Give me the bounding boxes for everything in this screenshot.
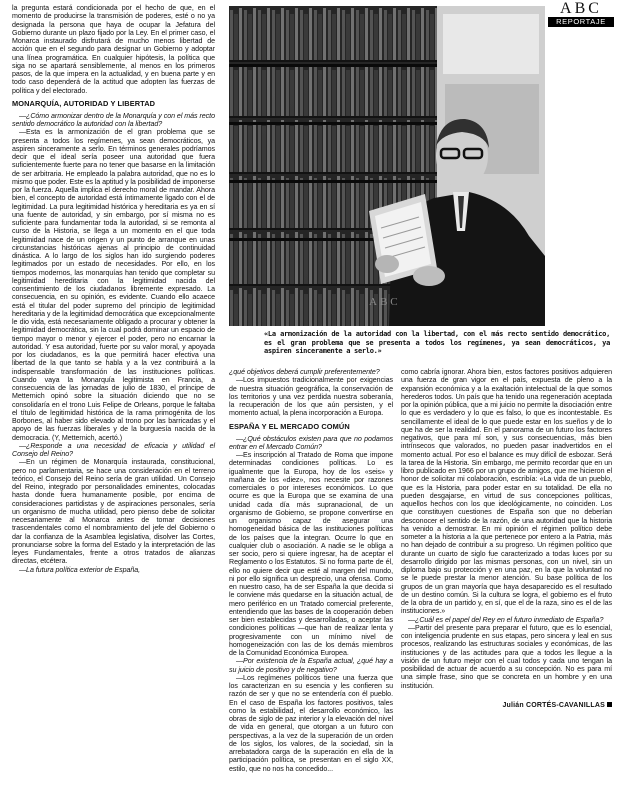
interview-question: —¿Cuál es el papel del Rey en el futuro inmediato de España?	[408, 615, 604, 624]
paragraph: —Los impuestos tradicionalmente por exigencias de nuestra situación geográfica, la conservación de los territorios y una vez perdida nuestra soberanía, la recuperación de los que aún persisten, y el momento actual, la plena incorporación a Europa.	[229, 376, 393, 418]
section-heading: MONARQUÍA, AUTORIDAD Y LIBERTAD	[12, 98, 156, 108]
interview-question: —¿Qué obstáculos existen para que no podamos entrar en el Mercado Común?	[229, 434, 393, 451]
section-heading: ESPAÑA Y EL MERCADO COMÚN	[229, 421, 350, 431]
paragraph: —Los regímenes políticos tiene una fuerza que los caracterizan en su esencia y les confieren su razón de ser y que no se entendería con él pueblo. En el caso de España los factores positivos, tales como la estabilidad, el desarrollo económico, las obras de siglo de paz interior y la elevación del nivel de vida en general, que otorgan a un futuro con perspectivas, a la vez de la superación de un orden de los siglos, los valores, de la sociedad, sin la arrebatadora carga de la superación en ella de la participación política, se presentan en el siglo XX, estilo, que no nos ha concedido...	[229, 673, 393, 773]
column-2	[229, 368, 393, 773]
photo-caption: «La armonización de la autoridad con la libertad, con el más recto sentido democrático, es el gran problema que se presenta a todos los regímenes, ya sean democráticos, ya aspiren sinceramente a serlo.»	[264, 330, 610, 355]
photo-illustration	[229, 6, 545, 326]
interview-photo	[229, 6, 545, 326]
author-signature	[401, 702, 612, 710]
end-mark	[607, 702, 612, 707]
paragraph: —En un régimen de Monarquía instaurada, constitucional, pero no parlamentaria, se hace una consideración en el terreno teórico, el Consejo del Reino sería de gran utilidad. Un Consejo del Reino, integrado por personalidades eminentes, colocadas hasta donde fuera humanamente posible, por encima de consideraciones partidistas y de aspiraciones personales, sería un organismo de mucha utilidad, pero pienso debe de solicitar necesariamente al Monarca antes de tomar decisiones trascendentales como el nombramiento del jefe del Gobierno o dar la confianza de la Asamblea legislativa, disolver las Cortes, pronunciarse sobre la forma del Estado y la interpretación de las leyes Fundamentales, frente a otros tratados de alianzas directas, etcétera.	[12, 458, 215, 566]
author-name: Julián CORTÉS-CAVANILLAS	[502, 701, 605, 709]
section-label: REPORTAJE	[548, 17, 614, 27]
interview-question: —Por existencia de la España actual, ¿qué hay a su juicio de positivo y de negativo?	[229, 657, 393, 674]
paragraph: —Partir del presente para preparar el futuro, que es lo esencial, con inteligencia prudente en sus etapas, pero sincera y leal en sus procesos, realizando las estructuras sociales y económicas, de las instituciones y de las actitudes para que a todos les llegue a la visión de un futuro mejor con el cual todos y cada uno tengan la posibilidad de actuar de acuerdo a su concepción. No es para mí una simple frase, sino que se concreta en un hombre y en una institución.	[401, 623, 612, 690]
paragraph: —Es inscripción al Tratado de Roma que impone determinadas condiciones políticas. Lo es igualmente que la Europa, hoy de los «seis» y mañana de los «diez», nos necesite por razones comerciales o por intereses económicos. Lo que ocurre es que la Europa que se examina de una unidad cada día más supranacional, de un organismo de Gobierno, se propone convertirse en un organismo capaz de asegurar una homogeneidad básica de las instituciones políticas de los países que la integran. Ocurre lo que en cualquier club o asociación. A nadie se le obliga a ser socio, pero si quiere ingresar, ha de aceptar el Reglamento o los Estatutos. Si no forma parte de él, ello no quiere decir que esté al margen del mundo, ni por ello significa un desprecio, una ofensa. Como en nuestro caso, ha de ser España la que decida si le conviene más quedarse en la situación actual, de mero periférico en un Tratado comercial preferente, entendiendo que las bases de la cooperación deben ser bien establecidas y desarrolladas, o aceptar las condiciones políticas —que han de realizar lenta y progresivamente con un mínimo nivel de homogeneización con las de los demás miembros de la Comunidad Económica Europea.	[229, 451, 393, 657]
paragraph: la pregunta estará condicionada por el hecho de que, en el momento de producirse la transmisión de poderes, esté o no ya designada la persona que haya de ocupar la Jefatura del Gobierno durante un plazo fijado por la Ley. En el primer caso, el Monarca instaurado disfrutará de mucho menos libertad de acción que en el segundo para designar un Gobierno y adoptar una línea programática. En cualquier hipótesis, la política que siga no se apartará sensiblemente, al menos en los primeros pasos, de la que impera en la actualidad, y en buena parte y en todo caso dependerá de la actitud que adopten las fuerzas de política y del electorado.	[12, 4, 215, 95]
photo-watermark: ABC	[369, 296, 401, 308]
interview-question: —La futura política exterior de España,	[19, 565, 141, 574]
column-3	[401, 368, 612, 710]
interview-question: —¿Cómo armonizar dentro de la Monarquía y con el más recto sentido democrático la autoridad con la libertad?	[12, 111, 215, 128]
column-1	[12, 4, 215, 574]
interview-question: —¿Responde a una necesidad de eficacia y utilidad el Consejo del Reino?	[12, 441, 215, 458]
paragraph: —Esta es la armonización de el gran problema que se presenta a todos los regímenes, ya sean democráticos, ya aspiren sinceramente a serlo. En términos generales podríamos decir que el ideal sería poseer una autoridad que fuera suficientemente fuerte para no tener que basarse en la limitación de ser arbitraria. He empleado la palabra autoridad, que no es lo mismo que poder. Este es la aptitud y la posibilidad de imponerse por la fuerza. Aquella implica el derecho moral de mandar. Ahora bien, el concepto de autoridad está íntimamente ligado con el de legitimidad. La pura legitimidad histórica y hereditaria es ya en sí una fuente de autoridad, y sin embargo, por sí misma no es suficiente para fundamentar toda la autoridad, si se remonta al curso de la Historia, se llega a un momento en el que toda legitimidad nace de un origen y un punto de arranque en unas circunstancias históricas ajenas al principio de continuidad dinástica. A lo largo de los siglos han ido surgiendo poderes legitimados por un estado de necesidades. Por ello, en los tiempos modernos, las monarquías han tenido que completar su legitimidad hereditaria con la legitimidad nacida del consentimiento de los ciudadanos libremente expresado. La consecuencia, en su opinión, es evidente. Cuando ello acaece está el titular del poder supremo del principio de legitimidad hereditaria y de la legitimidad democrática que excepcionalmente le dio vida, está necesariamente obligado a procurar y obtener la legitimidad democrática, sin la cual podrá dominar un espacio de tiempo mayor o menor y ejercer el poder, pero no encarnar la autoridad. Y esa autoridad, fuerte por su valor moral, y apoyada por los ciudadanos, es la que permitirá hacer efectiva una libertad de la que tanto se habla y a la vez contribuirá a la indispensable transformación de las instituciones políticas. Cuando vaya la Monarquía legitimista en Francia, a consecuencia de las jornadas de julio de 1830, el príncipe de Metternich opinó sobre la situación diciendo que no se consolidaría en el trono Luis Felipe de Orleans, porque le faltaba el título de legitimidad histórica de la rama primogénita de los Borbones, al haber sido elevado al trono por las barricadas y el apoyo de las fuerzas liberales y de la burguesía nacida de la democracia. (Y, Metternich, acertó.)	[12, 128, 215, 442]
interview-question: ¿qué objetivos deberá cumplir preferentemente?	[229, 368, 380, 376]
paragraph: como cabría ignorar. Ahora bien, estos factores positivos adquieren una fuerza de gran vigor en el país, expuesta de pleno a la expansión económica y a la exaltación intelectual de la que somos herederos todos. Un país que ha tenido una regeneración aceptada por la opinión pública, que a mi juicio no permite la disociación entre lo que es verdadero y lo que es falso, lo que es incontestable. Es sencillamente el ideal de lo que puede estar en los sueños y de lo que ha de ser la realidad. En el panorama de un futuro los factores negativos, que para mí son, y sus consecuencias, más bien intrínsecos que valorados, no pueden pasar inadvertidos en el momento actual. Por eso el balance es muy difícil de esbozar. Será la tarea de la Historia. Sin embargo, me permito recordar que en un libro publicado en 1966 por un grupo de amigos, que me hicieron el honor de solicitar mi colaboración, escribía: «La vida de un pueblo, que es la Historia, para poder estar en su totalidad. De ella no pueden desgajarse, en virtud de sus concepciones políticas, aquellos hechos con los que ideológicamente, no coinciden. Los que constituyen cuestiones de España son que no deberían desconocer el sentido de la razón, de una autoridad que la historia ha venido a demostrar. En mi opinión el régimen político debe someter a la historia a la que pertenece por entero a la Patria, más no han dejado de contribuir a su progreso. Un régimen político que durante un cuarto de siglo fue caracterizado a todas luces por su desarrollo dirigido por las mismas personas, con un nivel, sin un diploma bajo su protección y en una paz, en la que la voluntad no se le puede prestar la menor atención. Su base política de los grupos de un gran mayoría que haya desaparecido es el resultado de un destino común. Si la cultura se logra, el gobierno es el fruto de la obra de un partido y, en sí, que el de la raza, sino es el de las instituciones.»	[401, 368, 612, 616]
masthead	[548, 2, 614, 27]
brand-logo: ABC	[560, 0, 602, 17]
